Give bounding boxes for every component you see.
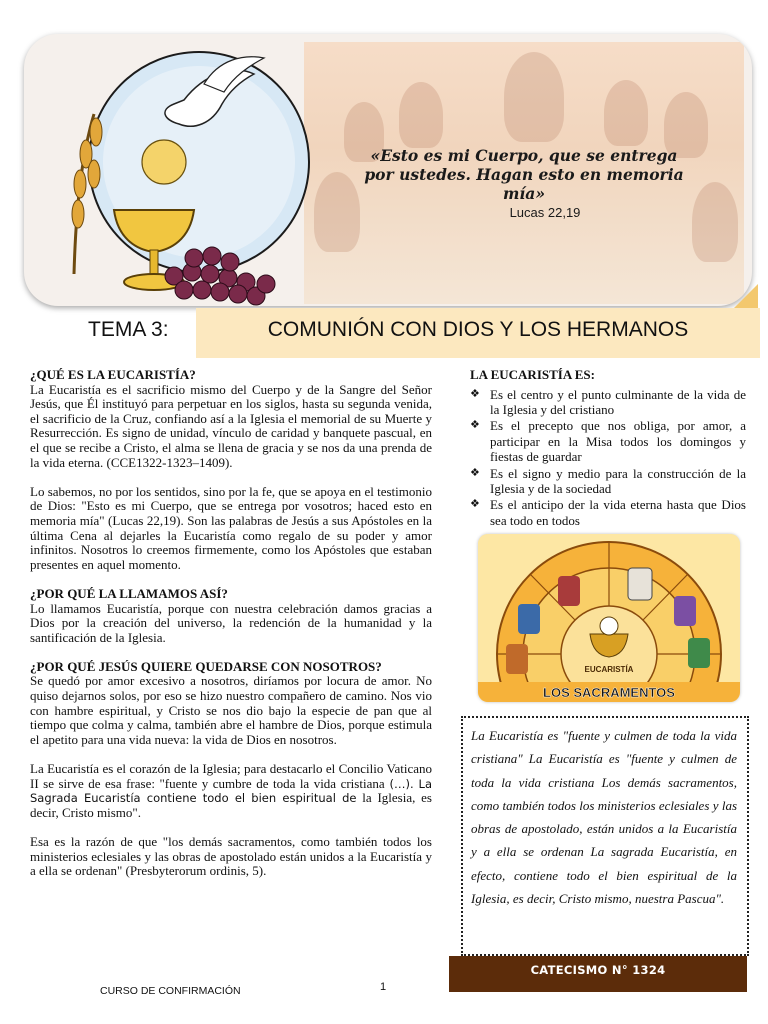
paragraph: Lo llamamos Eucaristía, porque con nuestra celebración damos gracias a Dios por la creación del universo, la redención de la humanidad y la santificación de la Iglesia.: [30, 600, 432, 645]
header-banner: [24, 34, 752, 306]
diamond-bullet-icon: ❖: [470, 387, 480, 400]
list-item: ❖ Es el anticipo der la vida eterna hasta que Dios sea todo en todos: [470, 497, 746, 528]
paragraph: Lo sabemos, no por los sentidos, sino por la fe, que se apoya en el testimonio de Dios: "Esto es mi Cuerpo, que se entrega por vosotros; haced esto en memoria mía" (Lucas 22,19). Son las palabras de Jesús a sus Apóstoles en la última Cena al dejarles la Eucaristía como regalo de su poder y amor infinitos. Nosotros lo creemos firmemente, como los Apóstoles que estaban presentes en aquel momento.: [30, 483, 432, 572]
sacramentos-wheel-illustration: [478, 534, 740, 702]
banner-quote-reference: Lucas 22,19: [509, 205, 581, 220]
page-number: 1: [380, 981, 387, 993]
section-heading-que-es: ¿QUÉ ES LA EUCARISTÍA?: [30, 367, 196, 382]
sacramentos-image: [478, 534, 740, 702]
title-fold-corner: [732, 284, 758, 310]
list-item: ❖ Es el precepto que nos obliga, por amor, a participar en la Misa todos los domingos y fiestas de guardar: [470, 418, 746, 465]
eucaristia-es-heading: LA EUCARISTÍA ES:: [470, 367, 595, 382]
diamond-bullet-icon: ❖: [470, 419, 480, 432]
catecismo-label-bar: CATECISMO N° 1324: [449, 956, 747, 992]
catecismo-quote-box: [461, 716, 749, 956]
banner-quote: «Esto es mi Cuerpo, que se entrega por ustedes. Hagan esto en memoria mía»: [364, 146, 684, 203]
paragraph-part: La Eucaristía es el corazón de la Iglesia; para destacarlo el Concilio Vaticano II se sirve de esa frase: "fuente y cumbre de toda la vida cristiana: [30, 761, 432, 791]
footer-course: CURSO DE CONFIRMACIÓN: [100, 985, 241, 997]
eucaristia-es-list: [470, 387, 746, 529]
paragraph: Esa es la razón de que "los demás sacramentos, como también todos los ministerios eclesiales y las obras de apostolado están unidos a la Eucaristía y a ella se ordenan" (Presbyterorum ordinis, 5).: [30, 834, 432, 879]
section-heading-por-que-quedarse: ¿POR QUÉ JESÚS QUIERE QUEDARSE CON NOSOTROS?: [30, 658, 382, 674]
diamond-bullet-icon: ❖: [470, 466, 480, 479]
paragraph-part: (…). La Sagrada Eucaristía contiene todo el bien espiritual de: [30, 776, 432, 806]
catecismo-quote-text: La Eucaristía es "fuente y culmen de toda la vida cristiana" La Eucaristía es "fuente y culmen de toda la vida cristiana Los demás sacramentos, como también todos los ministerios eclesiales y las obras de apostolado, están unidos a la Eucaristía y a ella se ordenan La sagrada Eucaristía, en efecto, contiene todo el bien espiritual de la Iglesia, es decir, Cristo mismo, nuestra Pascua".: [471, 728, 737, 907]
paragraph: [30, 762, 432, 820]
sacramentos-caption: LOS SACRAMENTOS: [543, 685, 675, 700]
page-title: COMUNIÓN CON DIOS Y LOS HERMANOS: [267, 318, 689, 341]
paragraph: La Eucaristía es el sacrificio mismo del Cuerpo y de la Sangre del Señor Jesús, que Él instituyó para perpetuar en los siglos, hasta su segunda venida, el sacrificio de la Cruz, confiando así a la Iglesia el memorial de su Muerte y Resurrección. Es signo de unidad, vínculo de caridad y banquete pascual, en el que se recibe a Cristo, el alma se llena de gracia y se nos da una prenda de la vida eterna. (CCE1322-1323–1409).: [30, 381, 432, 470]
chalice-dove-illustration: [34, 44, 334, 306]
list-item: ❖ Es el signo y medio para la construcción de la Iglesia y de la sociedad: [470, 465, 746, 497]
left-column: [30, 368, 432, 893]
eucaristia-center-label: EUCARISTÍA: [584, 665, 634, 674]
section-heading-por-que-llamamos: ¿POR QUÉ LA LLAMAMOS ASÍ?: [30, 585, 228, 601]
diamond-bullet-icon: ❖: [470, 498, 480, 511]
paragraph: Se quedó por amor excesivo a nosotros, diríamos por locura de amor. No quiso dejarnos solos, por eso se hizo nuestro compañero de camino. Nos vio con hambre espiritual, y Cristo se nos dio bajo la especie de pan que al tiempo que colma y calma, también abre el hambre de Dios, porque estimula el apetito para una vida nueva: la vida de Dios en nosotros.: [30, 673, 432, 747]
paragraph-part: la Iglesia, es decir, Cristo mismo".: [30, 790, 432, 820]
list-item: ❖ Es el centro y el punto culminante de la vida de la Iglesia y del cristiano: [470, 386, 746, 417]
tema-label: TEMA 3:: [88, 318, 169, 341]
right-column: [470, 368, 746, 529]
